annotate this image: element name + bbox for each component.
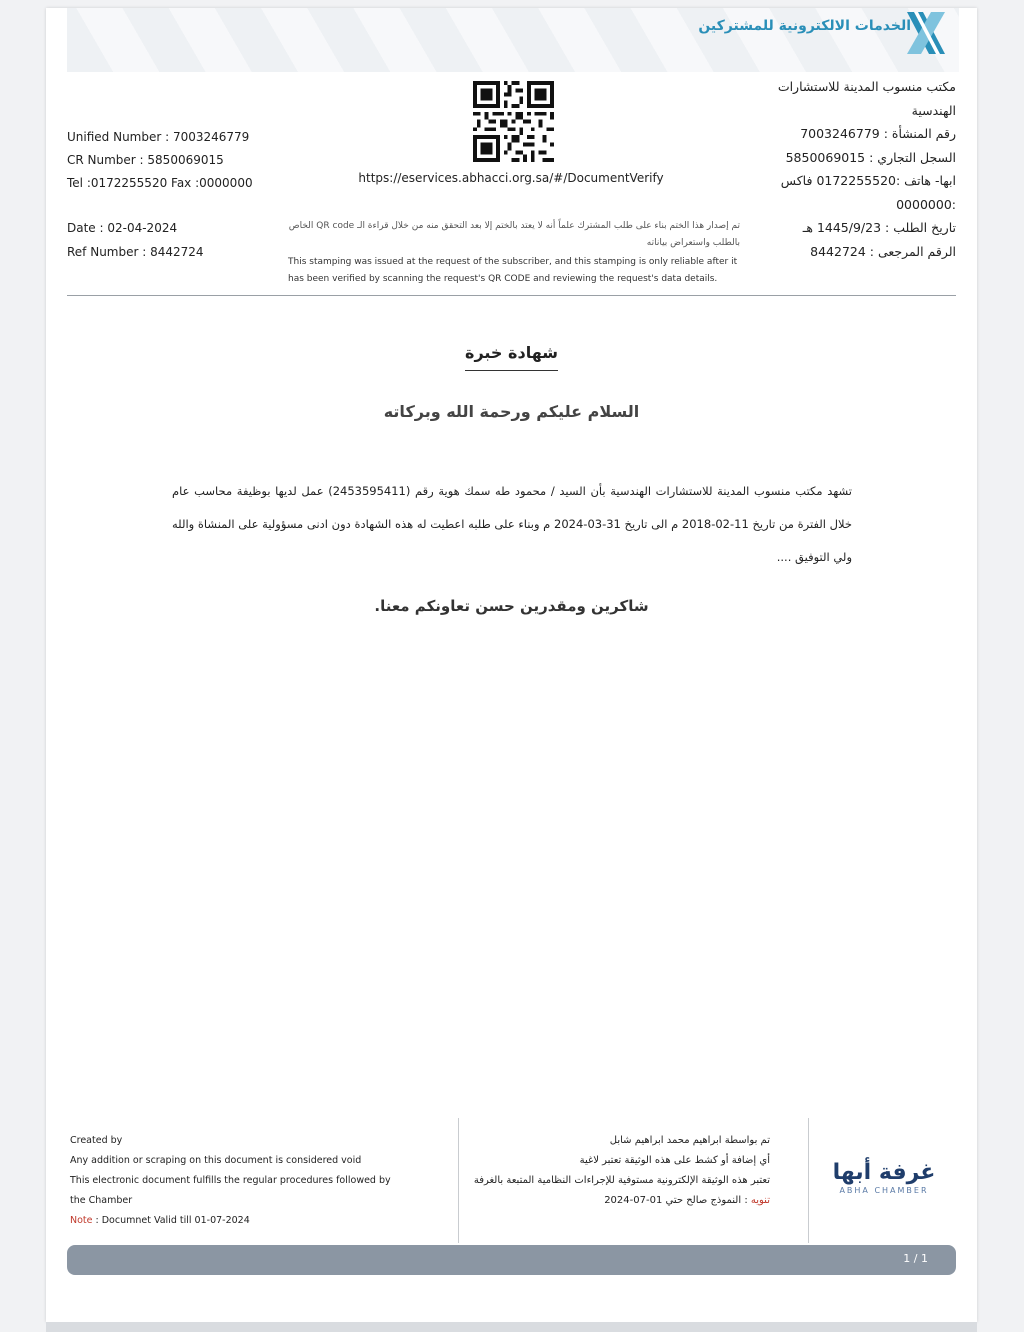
ref-number-ar: الرقم المرجعى : 8442724 [810, 244, 956, 259]
validity-note-en [70, 1211, 400, 1231]
header-left-info [67, 126, 253, 195]
cr-number: CR Number : 5850069015 [67, 153, 224, 167]
eservices-title: الخدمات الالكترونية للمشتركين [698, 18, 911, 34]
created-by-en: Created by [70, 1135, 123, 1146]
procedure-note-ar: تعتبر هذه الوثيقة الإلكترونية مستوفية للإجراءات النظامية المتبعة بالغرفة [473, 1175, 770, 1186]
document-page [46, 8, 977, 1322]
date-ref-block [67, 216, 204, 264]
page-bottom-edge [46, 1322, 977, 1332]
header-right-info [776, 75, 956, 216]
void-note-ar: أي إضافة أو كشط على هذه الوثيقة تعتبر لاغية [579, 1155, 770, 1166]
header-divider [67, 295, 956, 296]
cr-number-ar: السجل التجاري : 5850069015 [785, 149, 956, 165]
unified-number: Unified Number : 7003246779 [67, 130, 250, 144]
chamber-x-logo-icon [901, 8, 951, 58]
abha-chamber-logo-icon [824, 1153, 944, 1197]
ref-number: Ref Number : 8442724 [67, 245, 204, 259]
footer-divider-1 [458, 1118, 459, 1243]
created-by-ar: تم بواسطة ابراهيم محمد ابراهيم شابل [609, 1135, 770, 1146]
note-label-en: Note [70, 1215, 93, 1226]
office-name: مكتب منسوب المدينة للاستشارات الهندسية [777, 79, 956, 118]
page-indicator: 1 / 1 [903, 1252, 928, 1265]
request-date-ar: تاريخ الطلب : 1445/9/23 هـ [802, 220, 956, 235]
footer-divider-2 [808, 1118, 809, 1243]
certificate-title [46, 343, 977, 371]
certificate-body: تشهد مكتب منسوب المدينة للاستشارات الهندسية بأن السيد / محمود طه سمك هوية رقم (2453595411) عمل لديها بوظيفة محاسب عام خلال الفترة من تاريخ 11-02-2018 م الى تاريخ 31-03-2024 م وبناء على طلبه اعطيت له هذه الشهادة دون ادنى مسؤولية على المنشاة والله ولي التوفيق .... [172, 484, 852, 564]
facility-number: رقم المنشأة : 7003246779 [800, 126, 956, 141]
qr-code[interactable] [473, 81, 554, 162]
note-text-ar: : النموذج صالح حتي 01-07-2024 [604, 1195, 751, 1206]
date-ref-block-ar [803, 216, 956, 264]
procedure-note-en: This electronic document fulfills the regular procedures followed by the Chamber [70, 1175, 391, 1206]
note-text-en: : Documnet Valid till 01-07-2024 [92, 1215, 250, 1226]
footer-ar [466, 1131, 770, 1211]
void-note-en: Any addition or scraping on this document is considered void [70, 1155, 362, 1166]
stamp-note-en: This stamping was issued at the request of the subscriber, and this stamping is only reliable after it has been verified by scanning the request's QR CODE and reviewing the request's data details. [288, 257, 738, 284]
date: Date : 02-04-2024 [67, 221, 178, 235]
verify-url[interactable]: https://eservices.abhacci.org.sa/#/DocumentVerify [358, 171, 664, 185]
svg-text:غرفة أبها: غرفة أبها [832, 1160, 936, 1185]
closing-thanks: شاكرين ومقدرين حسن تعاونكم معنا. [374, 597, 649, 615]
svg-text:ABHA CHAMBER: ABHA CHAMBER [839, 1186, 929, 1195]
tel-fax: Tel :0172255520 Fax :0000000 [67, 176, 253, 190]
page-footer-bar [67, 1245, 956, 1275]
footer-en [70, 1131, 400, 1231]
phone-fax-ar: ابها- هاتف :0172255520 فاكس :0000000 [780, 173, 956, 212]
stamp-note-ar: تم إصدار هذا الختم بناء على طلب المشترك علماً أنه لا يعتد بالختم إلا بعد التحقق منه من خلال قراءة الـ QR code الخاص بالطلب واستعراض بياناته [288, 221, 740, 248]
note-label-ar: تنويه [750, 1195, 770, 1206]
greeting: السلام عليكم ورحمة الله وبركاته [383, 402, 640, 421]
validity-note-ar [466, 1191, 770, 1211]
header-banner [67, 8, 959, 72]
certificate-title-text: شهادة خبرة [465, 343, 558, 371]
